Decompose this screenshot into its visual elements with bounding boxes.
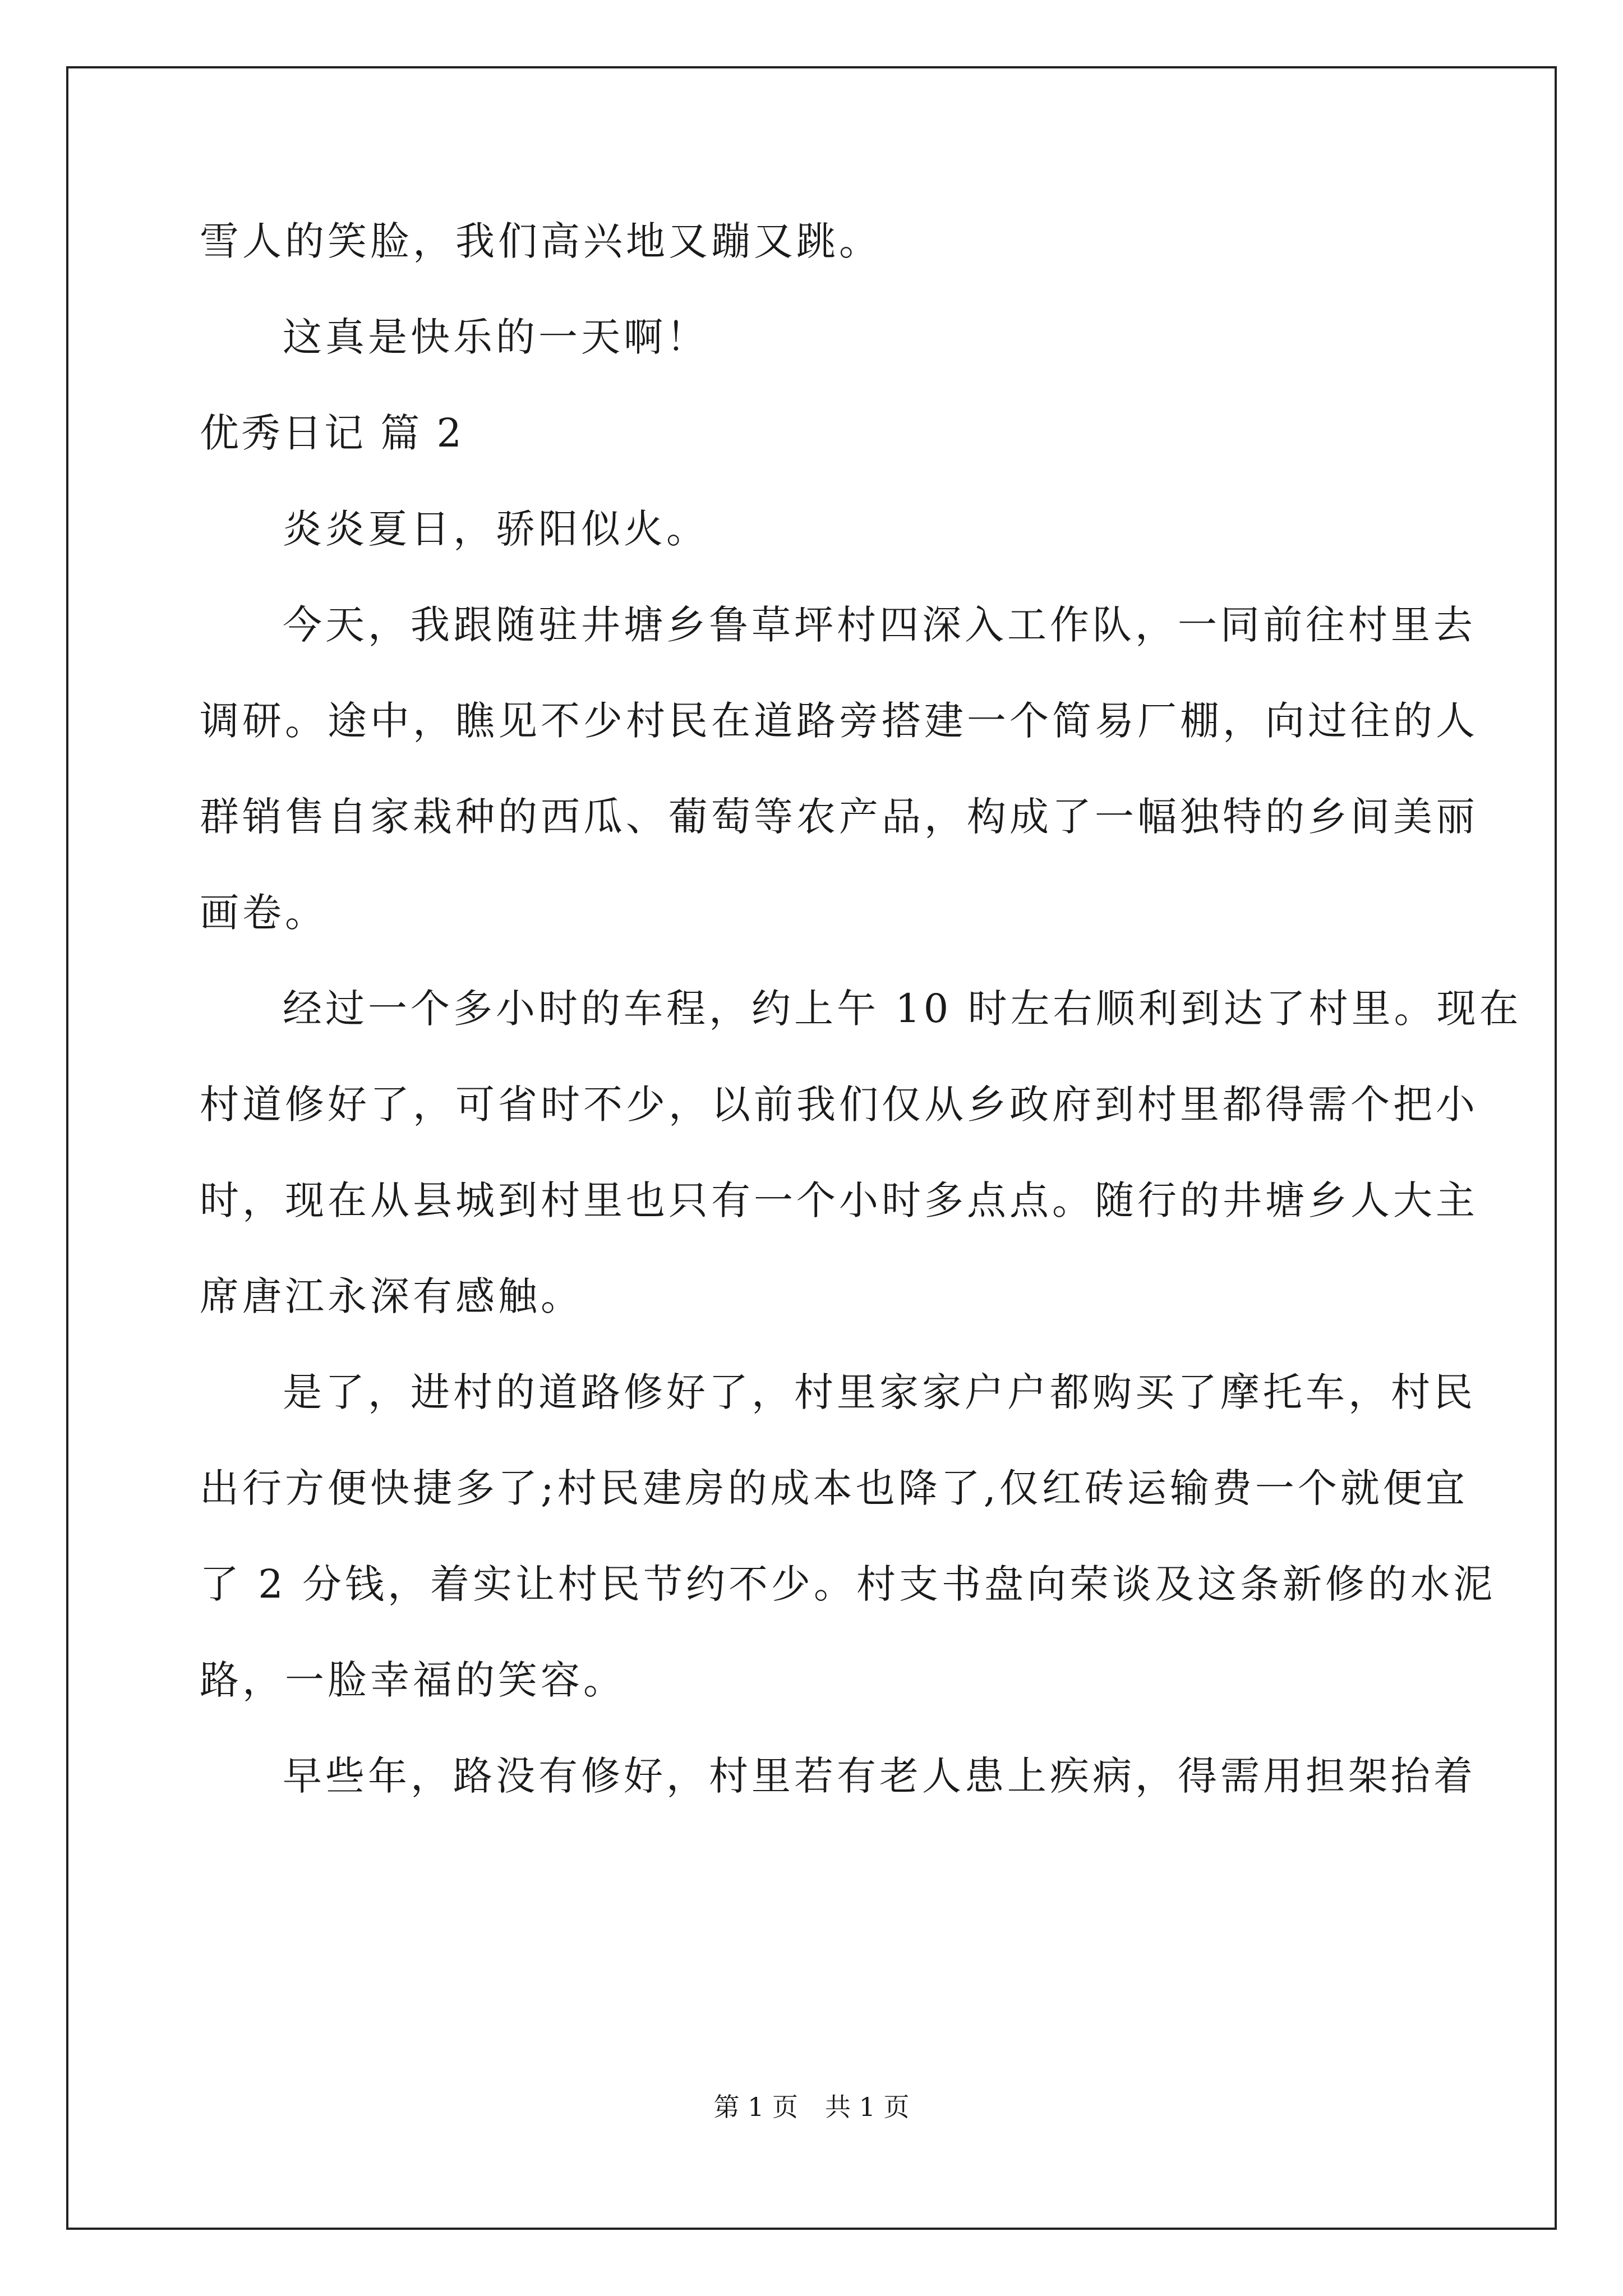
- page-total: 共 1 页: [825, 2092, 910, 2122]
- paragraph-line: 今天，我跟随驻井塘乡鲁草坪村四深入工作队，一同前往村里去: [283, 602, 1476, 648]
- paragraph-line: 画卷。: [200, 890, 328, 936]
- section-heading: 优秀日记 篇 2: [200, 410, 464, 456]
- paragraph-line: 出行方便快捷多了;村民建房的成本也降了,仅红砖运输费一个就便宜: [200, 1465, 1468, 1511]
- paragraph-line: 雪人的笑脸，我们高兴地又蹦又跳。: [200, 218, 882, 264]
- paragraph-line: 群销售自家栽种的西瓜、葡萄等农产品，构成了一幅独特的乡间美丽: [200, 794, 1478, 840]
- page-border: [66, 66, 1557, 2230]
- paragraph-line: 炎炎夏日，骄阳似火。: [283, 506, 709, 552]
- paragraph-line: 调研。途中，瞧见不少村民在道路旁搭建一个简易厂棚，向过往的人: [200, 698, 1478, 744]
- page-footer: [0, 2090, 1623, 2124]
- paragraph-line: 早些年，路没有修好，村里若有老人患上疾病，得需用担架抬着: [283, 1753, 1476, 1799]
- paragraph-line: 这真是快乐的一天啊！: [283, 314, 709, 360]
- paragraph-line: 是了，进村的道路修好了，村里家家户户都购买了摩托车，村民: [283, 1369, 1476, 1415]
- paragraph-line: 了 2 分钱，着实让村民节约不少。村支书盘向荣谈及这条新修的水泥: [200, 1561, 1496, 1607]
- paragraph-line: 村道修好了，可省时不少，以前我们仅从乡政府到村里都得需个把小: [200, 1082, 1478, 1128]
- paragraph-line: 经过一个多小时的车程，约上午 10 时左右顺利到达了村里。现在: [283, 986, 1522, 1032]
- page-number: 第 1 页: [713, 2092, 798, 2122]
- paragraph-line: 时，现在从县城到村里也只有一个小时多点点。随行的井塘乡人大主: [200, 1177, 1478, 1223]
- paragraph-line: 席唐江永深有感触。: [200, 1273, 583, 1319]
- paragraph-line: 路，一脸幸福的笑容。: [200, 1657, 626, 1703]
